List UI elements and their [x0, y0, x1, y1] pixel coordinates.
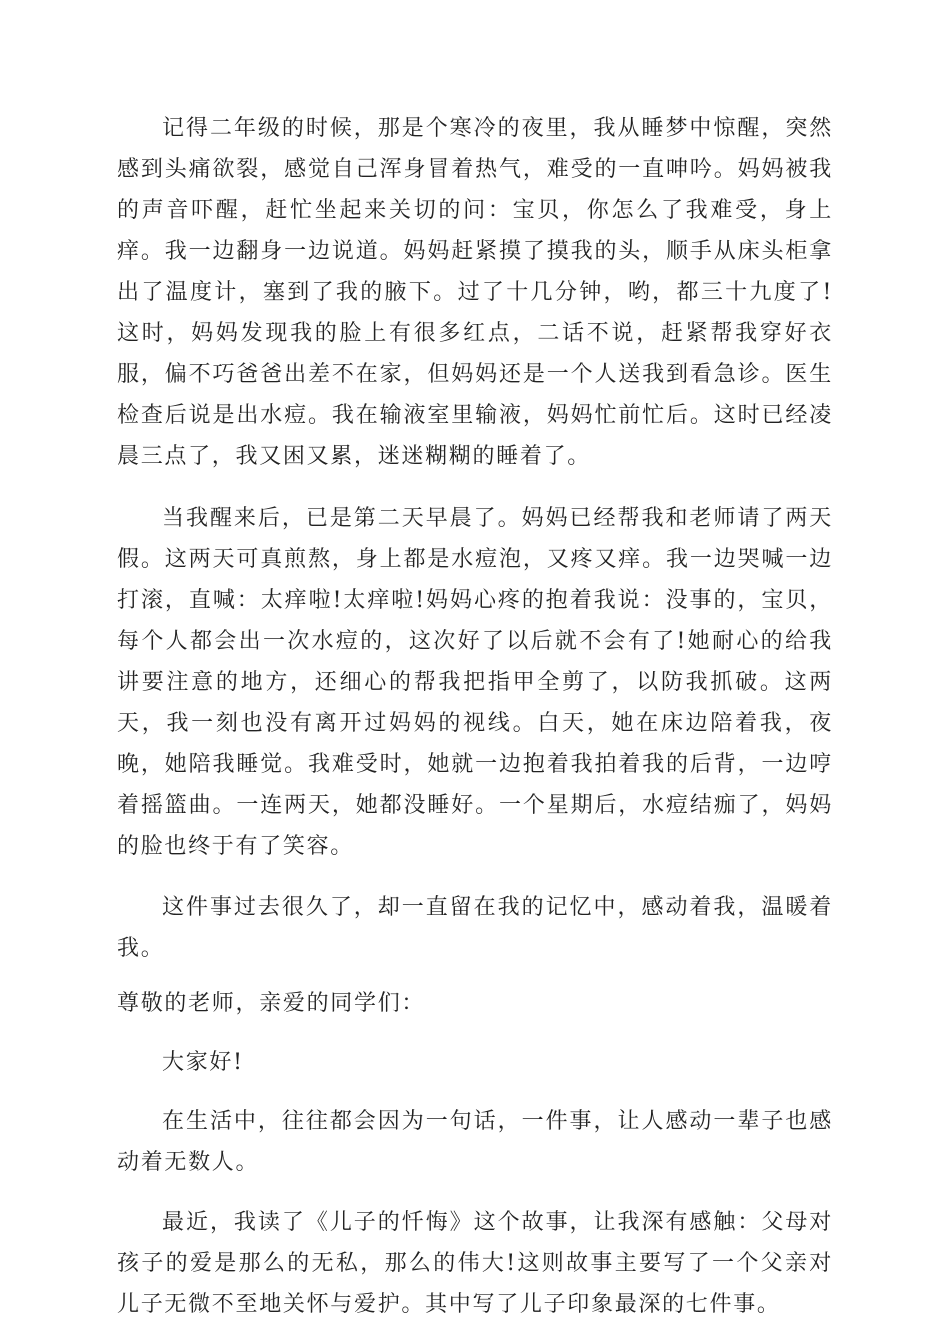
greeting: 大家好!	[162, 1050, 244, 1075]
paragraph-7: 最近，我读了《儿子的忏悔》这个故事，让我深有感触：父母对孩子的爱是那么的无私，那么的伟大!这则故事主要写了一个父亲对儿子无微不至地关怀与爱护。其中写了儿子印象最深的七件事。	[117, 1210, 833, 1317]
paragraph-6: 在生活中，往往都会因为一句话，一件事，让人感动一辈子也感动着无数人。	[117, 1109, 833, 1175]
paragraph-3: 这件事过去很久了，却一直留在我的记忆中，感动着我，温暖着我。	[117, 895, 833, 961]
paragraph-1: 记得二年级的时候，那是个寒冷的夜里，我从睡梦中惊醒，突然感到头痛欲裂，感觉自己浑身冒着热气，难受的一直呻吟。妈妈被我的声音吓醒，赶忙坐起来关切的问：宝贝，你怎么了我难受，身上痒。我一边翻身一边说道。妈妈赶紧摸了摸我的头，顺手从床头柜拿出了温度计，塞到了我的腋下。过了十几分钟，哟，都三十九度了!这时，妈妈发现我的脸上有很多红点，二话不说，赶紧帮我穿好衣服，偏不巧爸爸出差不在家，但妈妈还是一个人送我到看急诊。医生检查后说是出水痘。我在输液室里输液，妈妈忙前忙后。这时已经凌晨三点了，我又困又累，迷迷糊糊的睡着了。	[117, 116, 833, 469]
document-body	[117, 108, 833, 1344]
paragraph-2: 当我醒来后，已是第二天早晨了。妈妈已经帮我和老师请了两天假。这两天可真煎熬，身上都是水痘泡，又疼又痒。我一边哭喊一边打滚，直喊：太痒啦!太痒啦!妈妈心疼的抱着我说：没事的，宝贝，每个人都会出一次水痘的，这次好了以后就不会有了!她耐心的给我讲要注意的地方，还细心的帮我把指甲全剪了，以防我抓破。这两天，我一刻也没有离开过妈妈的视线。白天，她在床边陪着我，夜晚，她陪我睡觉。我难受时，她就一边抱着我拍着我的后背，一边哼着摇篮曲。一连两天，她都没睡好。一个星期后，水痘结痂了，妈妈的脸也终于有了笑容。	[117, 506, 833, 859]
salutation: 尊敬的老师，亲爱的同学们：	[117, 991, 426, 1016]
